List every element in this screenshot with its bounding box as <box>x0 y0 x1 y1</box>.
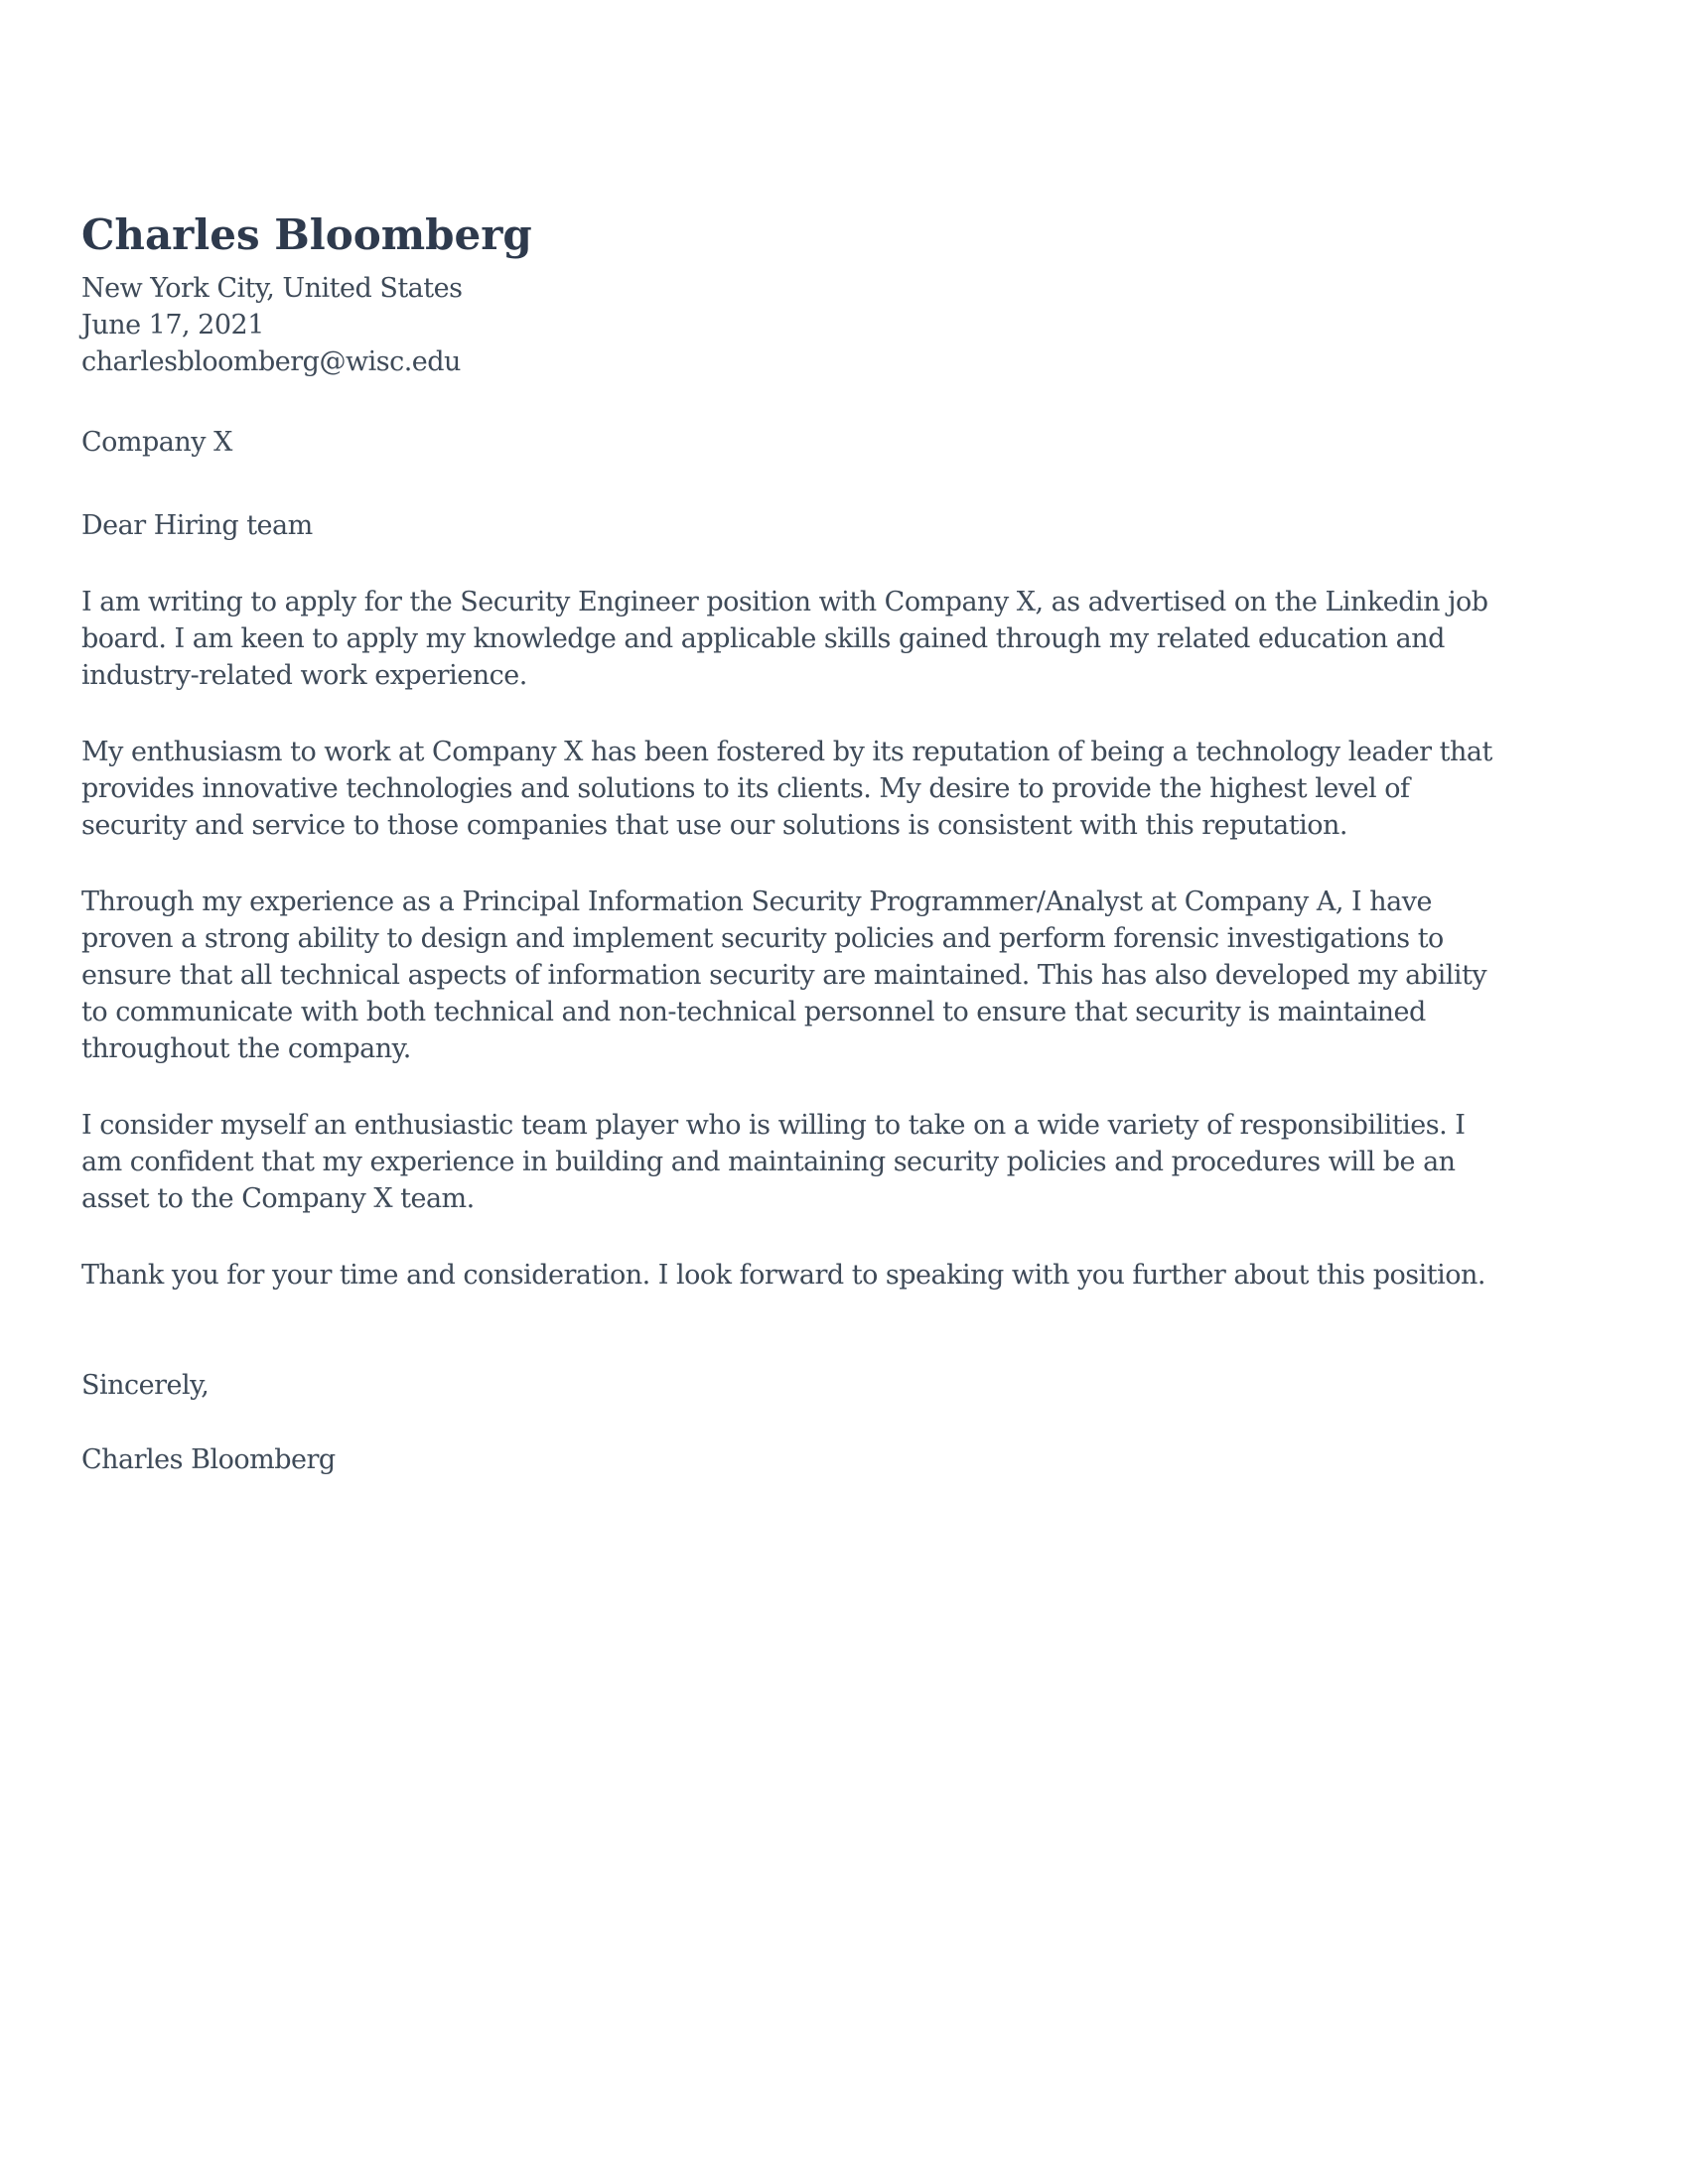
cover-letter-page <box>81 210 1511 1478</box>
sender-email: charlesbloomberg@wisc.edu <box>81 346 461 377</box>
signature-name: Charles Bloomberg <box>81 1444 336 1475</box>
sender-location: New York City, United States <box>81 273 463 304</box>
salutation: Dear Hiring team <box>81 510 313 541</box>
paragraph-introduction: I am writing to apply for the Security Engineer position with Company X, as advertised on the Linkedin job board. I am keen to apply my knowledge and applicable skills gained through my related education and industry-related work experience. <box>81 587 1488 691</box>
recipient-name: Company X <box>81 427 232 458</box>
paragraph-team-player: I consider myself an enthusiastic team player who is willing to take on a wide variety of responsibilities. I am confident that my experience in building and maintaining security policies and procedures will be an asset to the Company X team. <box>81 1110 1466 1214</box>
letter-date: June 17, 2021 <box>81 310 264 341</box>
sender-name-heading: Charles Bloomberg <box>81 210 532 259</box>
paragraph-experience: Through my experience as a Principal Information Security Programmer/Analyst at Company A, I have proven a strong ability to design and implement security policies and perform forensic investigations to ensure that all technical aspects of information security are maintained. This has also developed my ability to communicate with both technical and non-technical personnel to ensure that security is maintained throughout the company. <box>81 887 1487 1064</box>
paragraph-enthusiasm: My enthusiasm to work at Company X has been fostered by its reputation of being a technology leader that provides innovative technologies and solutions to its clients. My desire to provide the highest level of security and service to those companies that use our solutions is consistent with this reputation. <box>81 737 1492 841</box>
closing-salutation: Sincerely, <box>81 1370 210 1401</box>
paragraph-thank-you: Thank you for your time and consideration. I look forward to speaking with you further about this position. <box>81 1260 1485 1291</box>
